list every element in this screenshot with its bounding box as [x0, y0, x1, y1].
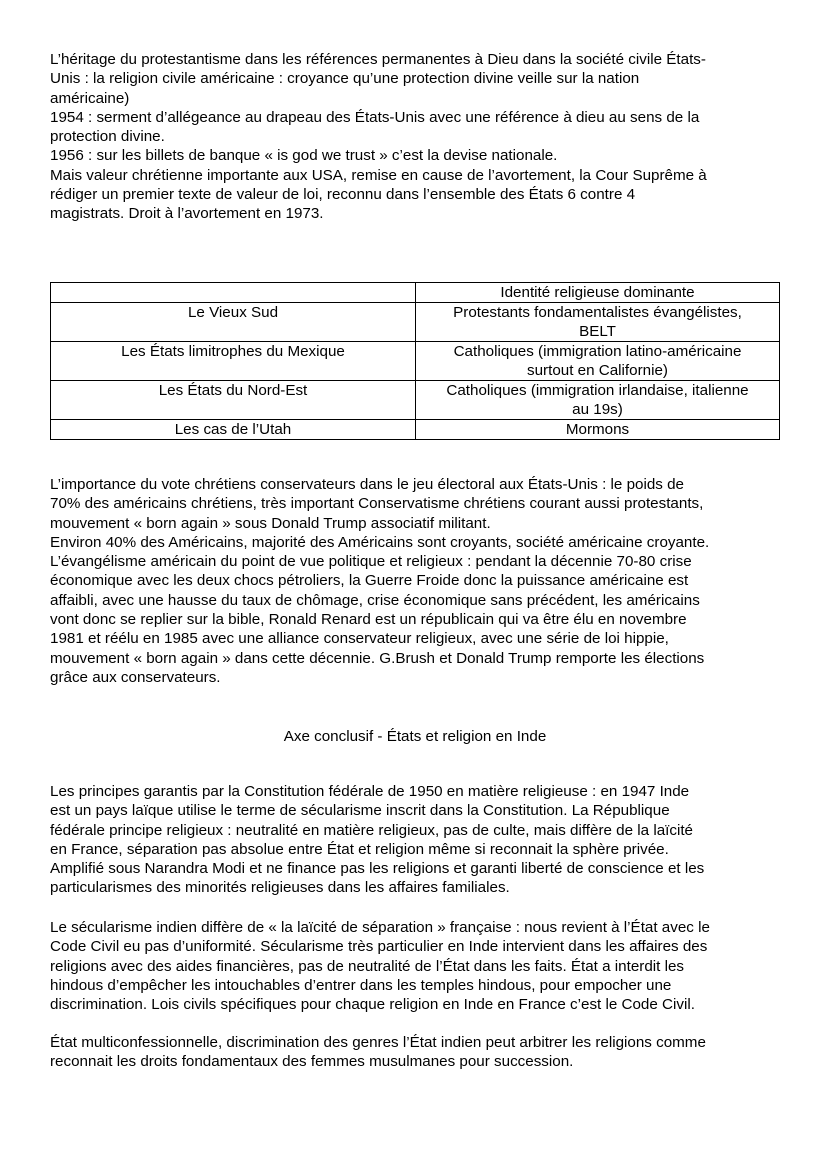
- vote-paragraph: [50, 475, 780, 687]
- table-row: [51, 303, 780, 342]
- table-row: [51, 420, 780, 440]
- identity-cell: [416, 381, 780, 420]
- text-line: Amplifié sous Narandra Modi et ne finance pas les religions et garanti liberté de conscience et les: [50, 860, 705, 878]
- identity-line: surtout en Californie): [527, 362, 668, 379]
- identity-line: Catholiques (immigration irlandaise, italienne: [446, 382, 749, 399]
- identity-line: au 19s): [572, 401, 623, 418]
- region-cell: Les cas de l’Utah: [51, 420, 416, 440]
- document-page: [50, 50, 780, 224]
- identity-cell: [416, 342, 780, 381]
- text-line: 1954 : serment d’allégeance au drapeau des États-Unis avec une référence à dieu au sens de la: [50, 108, 700, 126]
- region-cell: Le Vieux Sud: [51, 303, 416, 342]
- text-line: religions avec des aides financières, pas de neutralité de l’État dans les faits. État a interdit les: [50, 957, 685, 975]
- text-line: grâce aux conservateurs.: [50, 668, 221, 686]
- region-cell: Les États limitrophes du Mexique: [51, 342, 416, 381]
- text-line: 1956 : sur les billets de banque « is god we trust » c’est la devise nationale.: [50, 147, 558, 165]
- inde-paragraph-1: [50, 782, 780, 898]
- text-line: Environ 40% des Américains, majorité des Américains sont croyants, société américaine croyante.: [50, 533, 710, 551]
- table-header-cell: Identité religieuse dominante: [416, 283, 780, 303]
- inde-paragraph-1-text: [50, 782, 780, 898]
- text-line: reconnait les droits fondamentaux des femmes musulmanes pour succession.: [50, 1053, 574, 1071]
- intro-paragraph: [50, 50, 780, 224]
- text-line: en France, séparation pas absolue entre État et religion même si reconnait la sphère privée.: [50, 840, 669, 858]
- text-line: Mais valeur chrétienne importante aux USA, remise en cause de l’avortement, la Cour Suprême à: [50, 166, 707, 184]
- text-line: 70% des américains chrétiens, très important Conservatisme chrétiens courant aussi protestants,: [50, 495, 704, 513]
- identity-line: Protestants fondamentalistes évangélistes,: [453, 304, 742, 321]
- region-cell: Les États du Nord-Est: [51, 381, 416, 420]
- text-line: fédérale principe religieux : neutralité en matière religieux, pas de culte, mais diffère de la laïcité: [50, 821, 694, 839]
- text-line: particularismes des minorités religieuses dans les affaires familiales.: [50, 879, 510, 897]
- text-line: 1981 et réélu en 1985 avec une alliance conservateur religieux, avec une série de loi hippie,: [50, 630, 669, 648]
- identity-cell: [416, 303, 780, 342]
- text-line: L’importance du vote chrétiens conservateurs dans le jeu électoral aux États-Unis : le poids de: [50, 476, 685, 493]
- text-line: mouvement « born again » dans cette décennie. G.Brush et Donald Trump remporte les élections: [50, 649, 705, 667]
- text-line: protection divine.: [50, 128, 165, 146]
- inde-paragraph-2-text: [50, 918, 780, 1014]
- text-line: hindous d’empêcher les intouchables d’entrer dans les temples hindous, pour empocher une: [50, 976, 672, 994]
- text-line: Le sécularisme indien diffère de « la laïcité de séparation » française : nous revient à l’État avec le: [50, 919, 710, 936]
- text-line: affaibli, avec une hausse du taux de chômage, crise économique sans précédent, les américains: [50, 591, 700, 609]
- identity-cell: [416, 420, 780, 440]
- text-line: rédiger un premier texte de valeur de loi, reconnu dans l’ensemble des États 6 contre 4: [50, 186, 636, 204]
- religion-table-wrapper: [50, 282, 779, 440]
- text-line: L’héritage du protestantisme dans les références permanentes à Dieu dans la société civile États-: [50, 51, 706, 68]
- table-header-cell: [51, 283, 416, 303]
- identity-line: Catholiques (immigration latino-américaine: [453, 343, 742, 360]
- identity-line: BELT: [579, 323, 616, 340]
- text-line: L’évangélisme américain du point de vue politique et religieux : pendant la décennie 70-80 crise: [50, 553, 692, 571]
- text-line: économique avec les deux chocs pétroliers, la Guerre Froide donc la puissance américaine est: [50, 572, 689, 590]
- text-line: Les principes garantis par la Constitution fédérale de 1950 en matière religieuse : en 1947 Inde: [50, 783, 690, 800]
- text-line: mouvement « born again » sous Donald Trump associatif militant.: [50, 514, 491, 532]
- text-line: est un pays laïque utilise le terme de sécularisme inscrit dans la Constitution. La République: [50, 802, 670, 820]
- section-heading: Axe conclusif - États et religion en Inde: [283, 728, 547, 745]
- table-row: [51, 381, 780, 420]
- table-header-row: [51, 283, 780, 303]
- text-line: État multiconfessionnelle, discrimination des genres l’État indien peut arbitrer les religions comme: [50, 1034, 706, 1051]
- text-line: vont donc se replier sur la bible, Ronald Renard est un républicain qui va être élu en novembre: [50, 611, 687, 629]
- inde-paragraph-2: [50, 918, 780, 1014]
- text-line: discrimination. Lois civils spécifiques pour chaque religion en Inde en France c’est le Code Civil.: [50, 996, 695, 1014]
- religion-table: [50, 282, 780, 440]
- identity-line: Mormons: [565, 421, 630, 438]
- vote-section: [50, 475, 780, 687]
- inde-paragraph-3-text: [50, 1033, 780, 1072]
- text-line: magistrats. Droit à l’avortement en 1973.: [50, 205, 324, 223]
- text-line: américaine): [50, 89, 130, 107]
- text-line: Code Civil eu pas d’uniformité. Sécularisme très particulier en Inde intervient dans les affaires des: [50, 938, 708, 956]
- inde-paragraph-3: [50, 1033, 780, 1072]
- text-line: Unis : la religion civile américaine : croyance qu’une protection divine veille sur la nation: [50, 70, 640, 88]
- table-row: [51, 342, 780, 381]
